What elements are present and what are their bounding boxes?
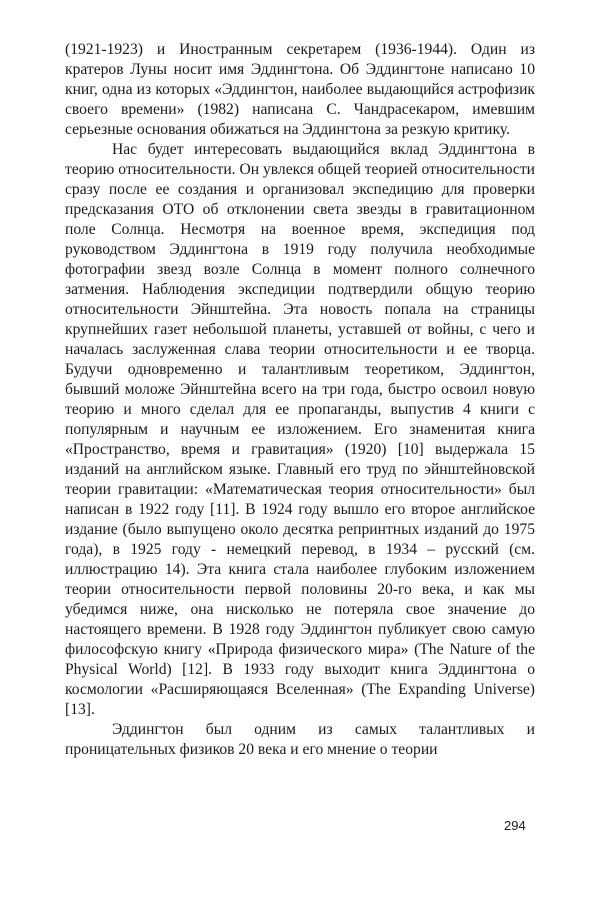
page-number: 294 [504,818,526,833]
paragraph-3: Эддингтон был одним из самых талантливых и проницательных физиков 20 века и его мнение о теории [65,721,535,758]
paragraph-1: (1921-1923) и Иностранным секретарем (1936-1944). Один из кратеров Луны носит имя Эддингтона. Об Эддингтоне написано 10 книг, одна из которых «Эддингтон, наиболее выдающийся астрофизик своего времени» (1982) написана С. Чандрасекаром, имевшим серьезные основания обижаться на Эддингтона за резкую критику. [65,41,535,138]
paragraph-2: Нас будет интересовать выдающийся вклад Эддингтона в теорию относительности. Он увлекся общей теорией относительности сразу после ее создания и организовал экспедицию для проверки предсказания ОТО об отклонении света звезды в гравитационном поле Солнца. Несмотря на военное время, экспедиция под руководством Эддингтона в 1919 году получила необходимые фотографии звезд возле Солнца в момент полного солнечного затмения. Наблюдения экспедиции подтвердили общую теорию относительности Эйнштейна. Эта новость попала на страницы крупнейших газет небольшой планеты, уставшей от войны, с чего и началась заслуженная слава теории относительности и ее творца. Будучи одновременно и талантливым теоретиком, Эддингтон, бывший моложе Эйнштейна всего на три года, быстро освоил новую теорию и много сделал для ее пропаганды, выпустив 4 книги с популярным и научным ее изложением. Его знаменитая книга «Пространство, время и гравитация» (1920) [10] выдержала 15 изданий на английском языке. Главный его труд по эйнштейновской теории гравитации: «Математическая теория относительности» был написан в 1922 году [11]. В 1924 году вышло его второе английское издание (было выпущено около десятка репринтных изданий до 1975 года), в 1925 году - немецкий перевод, в 1934 – русский (см. иллюстрацию 14). Эта книга стала наиболее глубоким изложением теории относительности первой половины 20-го века, и как мы убедимся ниже, она нисколько не потеряла свое значение до настоящего времени. В 1928 году Эддингтон публикует свою самую философскую книгу «Природа физического мира» (The Nature of the Physical World) [12]. В 1933 году выходит книга Эддингтона о космологии «Расширяющаяся Вселенная» (The Expanding Universe) [13]. [65,141,535,718]
document-page [65,40,535,820]
